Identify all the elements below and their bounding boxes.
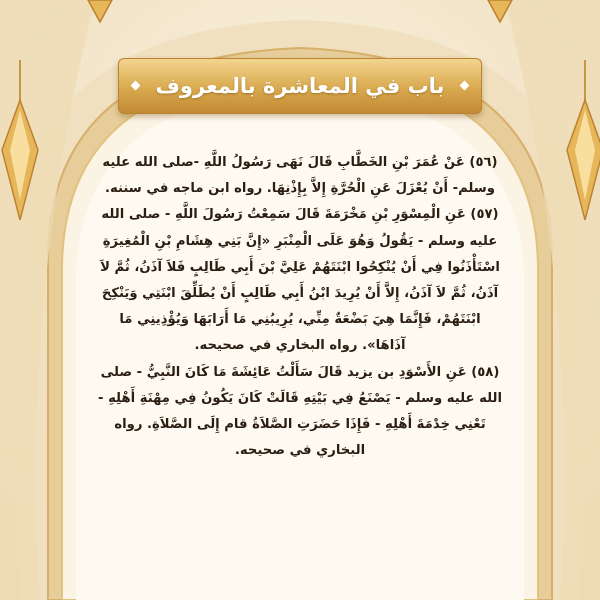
lantern-icon [565, 60, 600, 230]
hadith-paragraph [96, 202, 504, 359]
hadith-body: عَنِ الأَسْوَدِ بن يزيد قَالَ سَأَلْتُ عَائِشَةَ مَا كَانَ النَّبِيُّ - صلى الله عليه وسلم - يَصْنَعُ فِي بَيْتِهِ قَالَتْ كَانَ يَكُونُ فِي مِهْنَةِ أَهْلِهِ - تَعْنِي خِدْمَةَ أَهْلِهِ - فَإِذَا حَضَرَتِ الصَّلاَةُ قام إِلَى الصَّلاَةِ. رواه البخاري في صحيحه. [98, 364, 502, 459]
lantern-icon [80, 0, 120, 24]
lantern-icon [0, 60, 40, 230]
hadith-text-block [96, 150, 504, 464]
hadith-body: عَنْ عُمَرَ بْنِ الخَطَّابِ قَالَ نَهَى رَسُولُ اللَّهِ -صلى الله عليه وسلم- أَنْ يُعْزَلَ عَنِ الْحُرَّةِ إِلاَّ بِإِذْنِهَا. رواه ابن ماجه في سننه. [102, 155, 495, 197]
hadith-paragraph [96, 150, 504, 202]
hadith-number: (٥٨) [471, 364, 500, 380]
hadith-number: (٥٧) [470, 207, 499, 223]
hadith-paragraph [96, 360, 504, 465]
hadith-body: عَنِ الْمِسْوَرِ بْنِ مَخْرَمَةَ قَالَ سَمِعْتُ رَسُولَ اللَّهِ - صلى الله عليه وسلم - يَقُولُ وَهُوَ عَلَى الْمِنْبَرِ «إِنَّ بَنِي هِشَامِ بْنِ الْمُغِيرَةِ اسْتَأْذَنُوا فِي أَنْ يُنْكِحُوا ابْنَتَهُمْ عَلِيَّ بْنَ أَبِي طَالِبٍ فَلاَ آذَنُ، ثُمَّ لاَ آذَنُ، ثُمَّ لاَ آذَنُ، إِلاَّ أَنْ يُرِيدَ ابْنُ أَبِي طَالِبٍ أَنْ يُطَلِّقَ ابْنَتِي وَيَنْكِحَ ابْنَتَهُمْ، فَإِنَّمَا هِيَ بَضْعَةٌ مِنِّي، يُرِيبُنِي مَا أَرَابَهَا وَيُؤْذِينِي مَا آذَاهَا». رواه البخاري في صحيحه. [100, 207, 500, 354]
hadith-number: (٥٦) [469, 155, 498, 170]
title-banner [118, 58, 482, 114]
lantern-icon [480, 0, 520, 24]
page-title: باب في المعاشرة بالمعروف [155, 74, 445, 98]
